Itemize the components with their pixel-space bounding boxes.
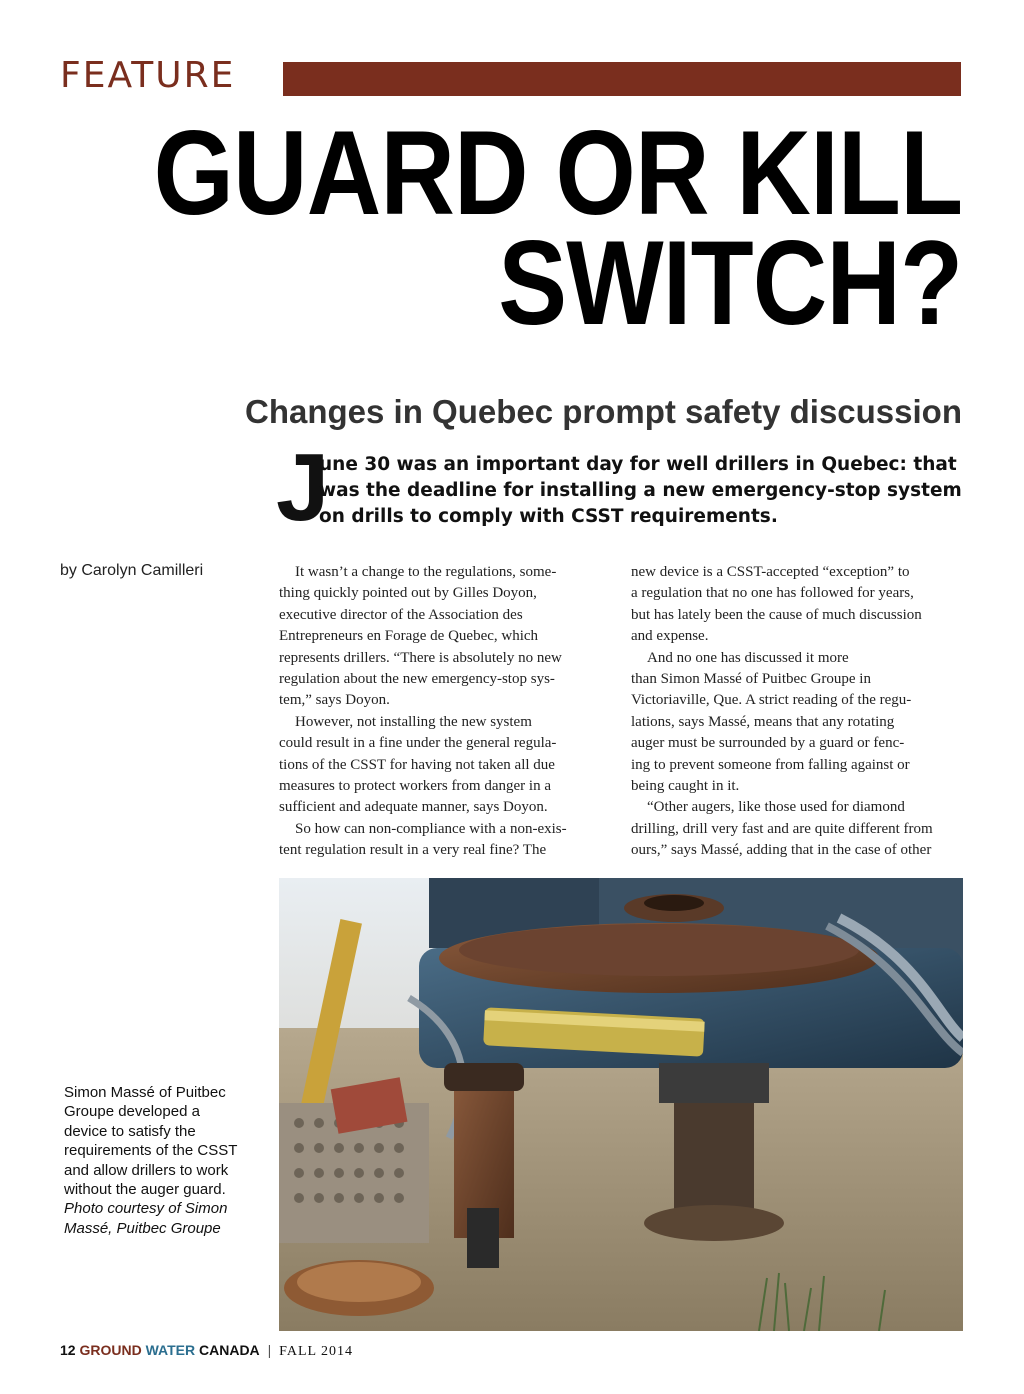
body-line: auger must be surrounded by a guard or fenc- — [631, 735, 905, 752]
lede-line: on drills to comply with CSST requirements. — [319, 506, 778, 527]
headline-line-1: GUARD OR KILL — [153, 106, 962, 240]
publication-word-water: WATER — [145, 1342, 196, 1358]
body-line: drilling, drill very fast and are quite different from — [631, 820, 933, 837]
subhead: Changes in Quebec prompt safety discussion — [245, 393, 962, 430]
headline-line-2: SWITCH? — [497, 216, 962, 350]
caption-line: without the auger guard. — [64, 1181, 226, 1199]
photo-credit-line: Photo courtesy of Simon — [64, 1200, 228, 1218]
headline — [153, 106, 962, 350]
caption-line: requirements of the CSST — [64, 1142, 238, 1160]
body-line: and expense. — [631, 628, 709, 645]
body-line: tent regulation result in a very real fine? The — [279, 842, 547, 859]
drill-rig-photo — [279, 878, 963, 1331]
body-line: thing quickly pointed out by Gilles Doyon, — [279, 585, 537, 602]
body-line: ours,” says Massé, adding that in the case of other — [631, 842, 932, 859]
body-line: lations, says Massé, means that any rotating — [631, 713, 895, 730]
publication-word-ground: GROUND — [79, 1342, 142, 1358]
body-line: tem,” says Doyon. — [279, 692, 390, 709]
body-line: tions of the CSST for having not taken all due — [279, 756, 555, 773]
caption-line: Groupe developed a — [64, 1103, 200, 1121]
drop-cap: J — [276, 434, 330, 541]
lede-line: was the deadline for installing a new emergency-stop system — [319, 480, 962, 501]
body-line: And no one has discussed it more — [647, 649, 849, 666]
caption-line: device to satisfy the — [64, 1122, 196, 1140]
photo-caption — [64, 1083, 264, 1238]
body-line: So how can non-compliance with a non-exis- — [295, 820, 567, 837]
body-line: ing to prevent someone from falling against or — [631, 756, 910, 773]
body-line: regulation about the new emergency-stop sys- — [279, 671, 555, 688]
footer-separator: | — [267, 1342, 272, 1358]
body-line: executive director of the Association des — [279, 606, 523, 623]
byline: by Carolyn Camilleri — [60, 562, 204, 579]
body-line: measures to protect workers from danger in a — [279, 778, 551, 795]
section-label: FEATURE — [60, 55, 236, 96]
body-line: However, not installing the new system — [295, 713, 532, 730]
body-column-1 — [279, 562, 609, 862]
body-line: could result in a fine under the general regula- — [279, 735, 557, 752]
body-line: “Other augers, like those used for diamond — [647, 799, 905, 816]
body-line: a regulation that no one has followed for years, — [631, 585, 914, 602]
lede-paragraph — [319, 452, 964, 530]
drill-rig-illustration — [279, 878, 963, 1331]
body-line: It wasn’t a change to the regulations, some- — [295, 564, 557, 580]
body-line: sufficient and adequate manner, says Doyon. — [279, 799, 548, 816]
photo-credit-line: Massé, Puitbec Groupe — [64, 1219, 221, 1237]
page-footer — [60, 1341, 353, 1361]
body-line: but has lately been the cause of much discussion — [631, 606, 922, 623]
body-column-2 — [631, 562, 961, 862]
body-line: Victoriaville, Que. A strict reading of the regu- — [631, 692, 912, 709]
body-line: Entrepreneurs en Forage de Quebec, which — [279, 628, 539, 645]
section-bar — [283, 62, 961, 96]
caption-line: Simon Massé of Puitbec — [64, 1084, 226, 1101]
lede-line: une 30 was an important day for well drillers in Quebec: that — [319, 454, 957, 475]
body-line: being caught in it. — [631, 778, 740, 795]
body-line: than Simon Massé of Puitbec Groupe in — [631, 671, 871, 688]
page-number: 12 — [60, 1342, 76, 1358]
issue-label: FALL 2014 — [279, 1344, 354, 1359]
body-line: represents drillers. “There is absolutely no new — [279, 649, 562, 666]
body-line: new device is a CSST-accepted “exception” to — [631, 564, 910, 580]
publication-word-canada: CANADA — [199, 1342, 260, 1358]
caption-line: and allow drillers to work — [64, 1161, 229, 1179]
